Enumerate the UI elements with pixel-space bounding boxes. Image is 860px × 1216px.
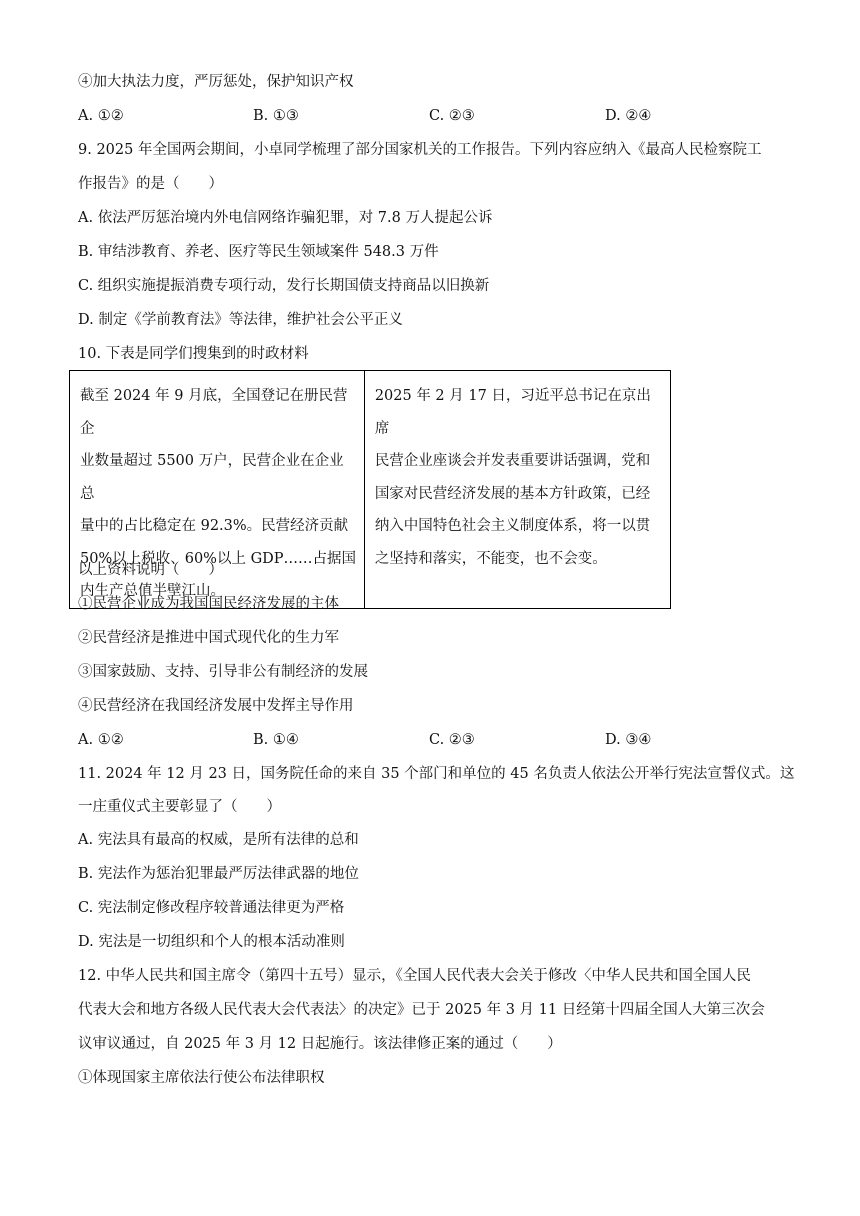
q10-left-line: 内生产总值半壁江山。 bbox=[80, 583, 225, 599]
q11-stem-line-1: 11. 2024 年 12 月 23 日，国务院任命的来自 35 个部门和单位的 45 名负责人依法公开举行宪法宣誓仪式。这 bbox=[78, 766, 795, 782]
q10-left-line: 业数量超过 5500 万户，民营企业在企业总 bbox=[80, 453, 344, 502]
q12-stem-line-3: 议审议通过，自 2025 年 3 月 12 日起施行。该法律修正案的通过（ ） bbox=[78, 1036, 562, 1052]
q10-option-d: D. ③④ bbox=[605, 732, 652, 748]
q10-stem: 10. 下表是同学们搜集到的时政材料 bbox=[78, 346, 309, 362]
q11-option-b: B. 宪法作为惩治犯罪最严厉法律武器的地位 bbox=[78, 866, 359, 882]
q9-option-b: B. 审结涉教育、养老、医疗等民生领域案件 548.3 万件 bbox=[78, 244, 439, 260]
q11-stem-line-2: 一庄重仪式主要彰显了（ ） bbox=[78, 799, 281, 815]
q10-right-line: 民营企业座谈会并发表重要讲话强调，党和 bbox=[374, 453, 651, 469]
q8-option-a: A. ①② bbox=[78, 108, 124, 124]
q10-item-3: ③国家鼓励、支持、引导非公有制经济的发展 bbox=[78, 664, 368, 680]
q9-stem-line-1: 9. 2025 年全国两会期间，小卓同学梳理了部分国家机关的工作报告。下列内容应纳入《最高人民检察院工 bbox=[78, 142, 762, 158]
q10-question: 以上资料说明（ ） bbox=[78, 562, 223, 578]
q10-option-c: C. ②③ bbox=[429, 732, 475, 748]
q9-stem-line-2: 作报告》的是（ ） bbox=[78, 176, 223, 192]
q10-table-right-cell bbox=[364, 371, 670, 609]
q11-option-a: A. 宪法具有最高的权威，是所有法律的总和 bbox=[78, 832, 359, 848]
q9-option-d: D. 制定《学前教育法》等法律，维护社会公平正义 bbox=[78, 312, 403, 328]
q12-stem-line-2: 代表大会和地方各级人民代表大会代表法〉的决定》已于 2025 年 3 月 11 日经第十四届全国人大第三次会 bbox=[78, 1002, 765, 1018]
q9-option-c: C. 组织实施提振消费专项行动，发行长期国债支持商品以旧换新 bbox=[78, 278, 490, 294]
q10-left-line: 量中的占比稳定在 92.3%。民营经济贡献 bbox=[80, 518, 349, 534]
q11-option-d: D. 宪法是一切组织和个人的根本活动准则 bbox=[78, 934, 345, 950]
q10-right-line: 国家对民营经济发展的基本方针政策，已经 bbox=[374, 485, 651, 502]
q10-left-line: 50%以上税收、60%以上 GDP……占据国 bbox=[80, 550, 357, 567]
q11-option-c: C. 宪法制定修改程序较普通法律更为严格 bbox=[78, 900, 345, 916]
q12-stem-line-1: 12. 中华人民共和国主席令（第四十五号）显示，《全国人民代表大会关于修改〈中华人民共和国全国人民 bbox=[78, 968, 751, 984]
q12-item-1: ①体现国家主席依法行使公布法律职权 bbox=[78, 1070, 325, 1086]
q8-item-4: ④加大执法力度，严厉惩处，保护知识产权 bbox=[78, 74, 354, 90]
q10-item-2: ②民营经济是推进中国式现代化的生力军 bbox=[78, 630, 339, 646]
q9-option-a: A. 依法严厉惩治境内外电信网络诈骗犯罪，对 7.8 万人提起公诉 bbox=[78, 210, 493, 226]
q10-option-b: B. ①④ bbox=[253, 732, 299, 748]
q10-right-line: 纳入中国特色社会主义制度体系，将一以贯 bbox=[374, 518, 651, 534]
q10-item-4: ④民营经济在我国经济发展中发挥主导作用 bbox=[78, 698, 354, 714]
q10-left-line: 截至 2024 年 9 月底，全国登记在册民营企 bbox=[80, 388, 348, 437]
q8-option-c: C. ②③ bbox=[429, 108, 475, 124]
q8-option-b: B. ①③ bbox=[253, 108, 299, 124]
q8-option-d: D. ②④ bbox=[605, 108, 652, 124]
q10-option-a: A. ①② bbox=[78, 732, 124, 748]
q10-right-line: 2025 年 2 月 17 日，习近平总书记在京出席 bbox=[374, 388, 651, 437]
q10-right-line: 之坚持和落实，不能变，也不会变。 bbox=[374, 550, 607, 567]
q10-item-1: ①民营企业成为我国国民经济发展的主体 bbox=[78, 596, 339, 612]
